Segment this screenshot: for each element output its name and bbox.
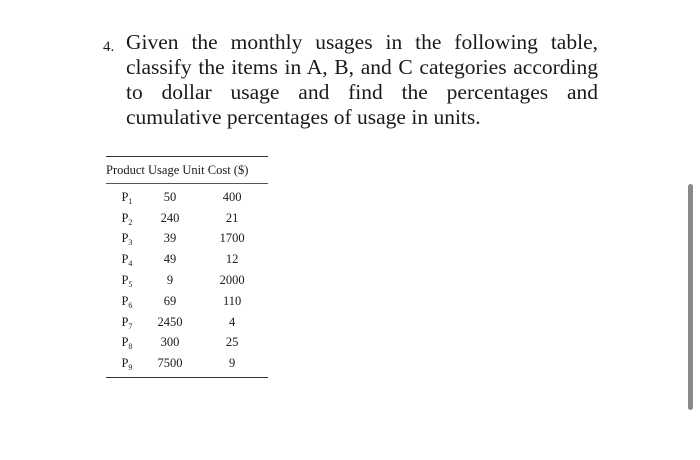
product-letter: P bbox=[121, 231, 129, 246]
product-cell bbox=[106, 312, 152, 333]
usage-cell: 50 bbox=[163, 189, 177, 204]
usage-cell: 9 bbox=[166, 273, 174, 288]
product-cell bbox=[106, 229, 152, 250]
header-product: Product bbox=[106, 163, 145, 177]
usage-cell: 39 bbox=[163, 231, 177, 246]
product-cell bbox=[106, 270, 152, 291]
product-subscript: 3 bbox=[128, 238, 133, 248]
unit-cost-cell: 21 bbox=[225, 210, 239, 225]
usage-cell: 7500 bbox=[157, 356, 183, 371]
unit-cost-cell: 12 bbox=[225, 252, 239, 267]
product-cell bbox=[106, 249, 152, 270]
product-subscript: 6 bbox=[128, 300, 133, 310]
product-subscript: 2 bbox=[128, 217, 133, 227]
product-subscript: 9 bbox=[128, 363, 133, 373]
table-row bbox=[106, 184, 268, 208]
product-subscript: 8 bbox=[128, 342, 133, 352]
unit-cost-cell: 25 bbox=[225, 335, 239, 350]
table-row bbox=[106, 208, 268, 229]
product-cell bbox=[106, 184, 152, 208]
product-letter: P bbox=[121, 252, 129, 267]
usage-cell: 49 bbox=[163, 252, 177, 267]
usage-cell: 69 bbox=[163, 293, 177, 308]
unit-cost-cell: 2000 bbox=[219, 273, 245, 288]
product-subscript: 7 bbox=[128, 321, 133, 331]
question-text: Given the monthly usages in the following table, classify the items in A, B, and C categories according to dollar usage and find the percentages and cumulative percentages of usage in units. bbox=[126, 30, 598, 129]
scrollbar[interactable] bbox=[688, 184, 693, 410]
table-body bbox=[106, 184, 268, 378]
product-letter: P bbox=[121, 189, 129, 204]
product-letter: P bbox=[121, 273, 129, 288]
table-row bbox=[106, 333, 268, 354]
table-row bbox=[106, 312, 268, 333]
product-subscript: 4 bbox=[128, 259, 133, 269]
product-cell bbox=[106, 333, 152, 354]
unit-cost-cell: 9 bbox=[229, 356, 236, 371]
product-subscript: 5 bbox=[128, 280, 133, 290]
table-header-row bbox=[106, 157, 268, 184]
usage-cell: 300 bbox=[160, 335, 180, 350]
table-row bbox=[106, 249, 268, 270]
table-header bbox=[106, 157, 268, 184]
unit-cost-cell: 110 bbox=[222, 293, 242, 308]
product-cell bbox=[106, 353, 152, 377]
product-cell bbox=[106, 208, 152, 229]
unit-cost-cell: 4 bbox=[229, 314, 236, 329]
unit-cost-cell: 1700 bbox=[219, 231, 245, 246]
product-letter: P bbox=[121, 210, 129, 225]
product-letter: P bbox=[121, 314, 129, 329]
usage-cell: 2450 bbox=[157, 314, 183, 329]
product-letter: P bbox=[121, 356, 129, 371]
product-letter: P bbox=[121, 335, 129, 350]
usage-cell: 240 bbox=[160, 210, 180, 225]
table-row bbox=[106, 291, 268, 312]
header-usage: Usage bbox=[148, 163, 180, 177]
table-row bbox=[106, 229, 268, 250]
product-subscript: 1 bbox=[128, 196, 133, 206]
product-cell bbox=[106, 291, 152, 312]
header-unit-cost: Unit Cost ($) bbox=[182, 163, 249, 177]
table-row bbox=[106, 353, 268, 377]
unit-cost-cell: 400 bbox=[222, 189, 242, 204]
question-number: 4. bbox=[103, 39, 115, 55]
product-letter: P bbox=[121, 293, 129, 308]
table-row bbox=[106, 270, 268, 291]
usage-table bbox=[106, 156, 268, 378]
